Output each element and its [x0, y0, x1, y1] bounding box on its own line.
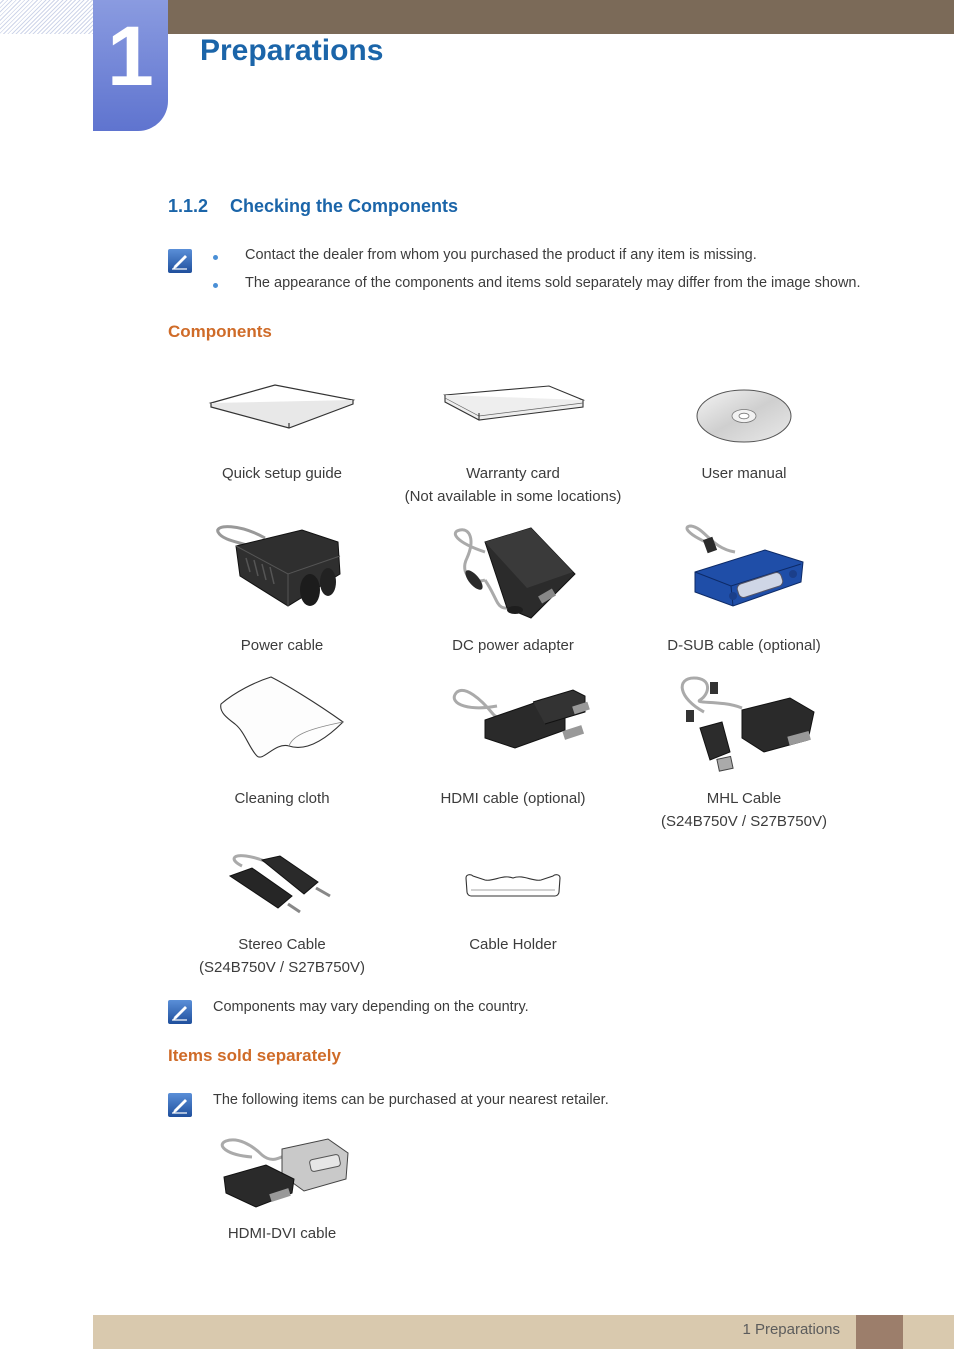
cable-holder-image	[463, 870, 563, 900]
section-number: 1.1.2	[168, 196, 209, 216]
power-cable-image	[210, 522, 355, 612]
dsub-cable-image	[675, 522, 815, 614]
sold-separately-heading: Items sold separately	[168, 1046, 341, 1065]
warranty-card-image	[437, 380, 592, 435]
item-caption: Quick setup guide	[221, 465, 343, 482]
components-heading: Components	[168, 322, 272, 341]
item-caption: Cleaning cloth	[234, 790, 330, 807]
bullet-dot	[213, 283, 218, 288]
bullet-dot	[213, 255, 218, 260]
footer-page-tab	[856, 1315, 903, 1349]
section-heading	[168, 196, 458, 217]
dc-power-adapter-image	[445, 522, 585, 622]
note-pencil-icon	[168, 1000, 192, 1024]
note-missing-item: Contact the dealer from whom you purchased the product if any item is missing.	[245, 247, 757, 263]
item-caption: Warranty card (Not available in some locations)	[404, 465, 622, 505]
stereo-cable-image	[222, 852, 342, 920]
item-caption: D-SUB cable (optional)	[667, 637, 821, 654]
item-caption: User manual	[701, 465, 787, 482]
header-hatch-pattern	[0, 0, 93, 34]
cleaning-cloth-image	[215, 672, 350, 767]
chapter-title: Preparations	[200, 34, 384, 67]
note-appearance: The appearance of the components and items sold separately may differ from the image shown.	[245, 275, 861, 291]
section-title: Checking the Components	[230, 196, 459, 216]
note-pencil-icon	[168, 1093, 192, 1117]
item-caption: DC power adapter	[452, 637, 574, 654]
item-caption: Power cable	[240, 637, 324, 654]
note-pencil-icon	[168, 249, 192, 273]
cd-disc-image	[692, 385, 797, 447]
hdmi-cable-image	[445, 682, 595, 752]
item-caption: Cable Holder	[469, 936, 557, 953]
hdmi-dvi-cable-image	[212, 1135, 352, 1210]
note-components-vary: Components may vary depending on the country.	[213, 999, 529, 1015]
item-caption: MHL Cable (S24B750V / S27B750V)	[661, 790, 827, 830]
mhl-cable-image	[670, 672, 820, 777]
chapter-number: 1	[107, 9, 154, 103]
footer-label: 1 Preparations	[742, 1321, 840, 1338]
item-caption: Stereo Cable (S24B750V / S27B750V)	[199, 936, 365, 976]
item-caption: HDMI-DVI cable	[227, 1225, 337, 1242]
note-retailer: The following items can be purchased at your nearest retailer.	[213, 1092, 609, 1108]
item-caption: HDMI cable (optional)	[440, 790, 586, 807]
header-bar	[168, 0, 954, 34]
quick-setup-guide-image	[205, 380, 360, 435]
